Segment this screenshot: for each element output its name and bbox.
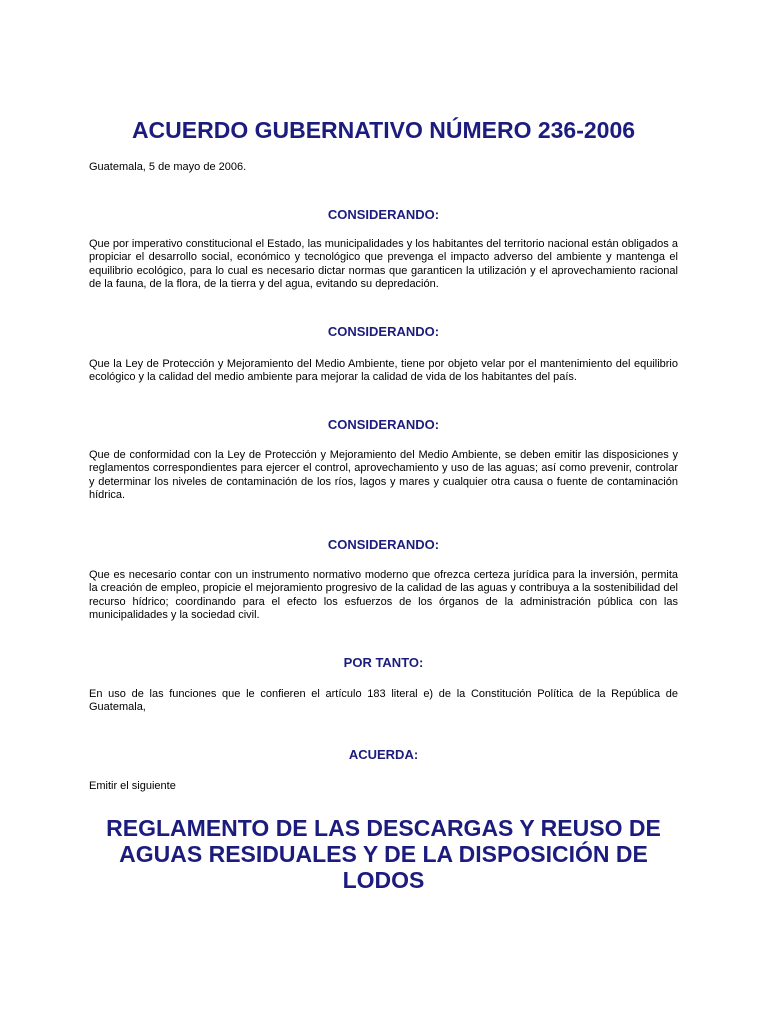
document-title: ACUERDO GUBERNATIVO NÚMERO 236-2006 (131, 117, 636, 143)
section-heading-acuerda: ACUERDA: (348, 747, 419, 762)
regulation-title: REGLAMENTO DE LAS DESCARGAS Y REUSO DE AGUAS RESIDUALES Y DE LA DISPOSICIÓN DE LODOS (106, 815, 661, 893)
section-heading-considerando-1: CONSIDERANDO: (327, 207, 440, 222)
section-text-considerando-2: Que la Ley de Protección y Mejoramiento del Medio Ambiente, tiene por objeto velar por el mantenimiento del equilibrio ecológico y la calidad del medio ambiente para mejorar la calidad de vida de los habitantes del país. (89, 358, 678, 384)
section-text-considerando-1: Que por imperativo constitucional el Estado, las municipalidades y los habitantes del territorio nacional están obligados a propiciar el desarrollo social, económico y tecnológico que prevenga el impacto adverso del ambiente y mantenga el equilibrio ecológico, para lo cual es necesario dictar normas que garanticen la utilización y el aprovechamiento racional de la fauna, de la flora, de la tierra y del agua, evitando su depredación. (89, 238, 678, 291)
section-heading-por-tanto: POR TANTO: (343, 655, 424, 670)
section-heading-considerando-3: CONSIDERANDO: (327, 417, 440, 432)
section-heading-considerando-4: CONSIDERANDO: (327, 537, 440, 552)
section-text-considerando-4: Que es necesario contar con un instrumento normativo moderno que ofrezca certeza jurídica para la inversión, permita la creación de empleo, propicie el mejoramiento progresivo de la calidad de las aguas y contribuya a la sostenibilidad del recurso hídrico; coordinando para el efecto los esfuerzos de los órganos de la administración pública con las municipalidades y la sociedad civil. (89, 569, 678, 622)
section-text-por-tanto: En uso de las funciones que le confieren el artículo 183 literal e) de la Constitución Política de la República de Guatemala, (89, 688, 678, 714)
date-line: Guatemala, 5 de mayo de 2006. (89, 161, 247, 173)
section-text-acuerda: Emitir el siguiente (89, 780, 176, 792)
section-text-considerando-3: Que de conformidad con la Ley de Protección y Mejoramiento del Medio Ambiente, se deben emitir las disposiciones y reglamentos correspondientes para ejercer el control, aprovechamiento y uso de las aguas; así como prevenir, controlar y determinar los niveles de contaminación de los ríos, lagos y mares y cualquier otra causa o fuente de contaminación hídrica. (89, 449, 678, 502)
section-heading-considerando-2: CONSIDERANDO: (327, 324, 440, 339)
